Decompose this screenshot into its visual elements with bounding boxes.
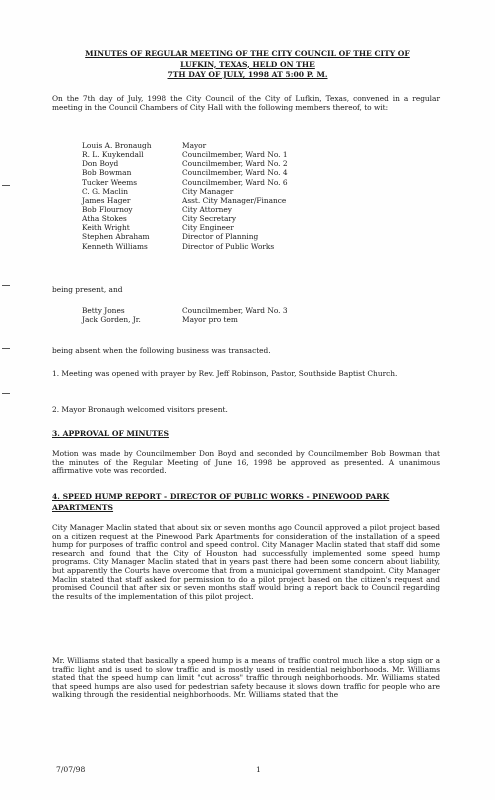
present-roster — [82, 141, 382, 251]
intro-paragraph: On the 7th day of July, 1998 the City Council of the City of Lufkin, Texas, convened in a regular meeting in the Council Chambers of City Hall with the following members thereof, to wit: — [52, 94, 440, 112]
section-3-heading: 3. APPROVAL OF MINUTES — [52, 429, 169, 438]
member-name: Tucker Weems — [82, 177, 138, 187]
member-name: R. L. Kuykendall — [82, 150, 144, 160]
member-name: Keith Wright — [82, 223, 130, 233]
absent-roster — [82, 306, 382, 324]
member-name: Atha Stokes — [82, 214, 127, 224]
heading-line-3: 7TH DAY OF JULY, 1998 AT 5:00 P. M. — [167, 70, 328, 79]
roster-row — [82, 141, 382, 150]
roster-row — [82, 150, 382, 159]
margin-mark — [2, 185, 10, 186]
member-role: Director of Public Works — [182, 241, 275, 251]
member-role: City Manager — [182, 186, 234, 196]
section-4-heading-line-2: APARTMENTS — [52, 503, 114, 512]
member-name: Louis A. Bronaugh — [82, 141, 152, 150]
heading-line-2: LUFKIN, TEXAS, HELD ON THE — [180, 59, 315, 69]
roster-row — [82, 242, 382, 251]
member-name: Jack Gorden, Jr. — [82, 315, 141, 325]
member-role: City Secretary — [182, 214, 237, 224]
member-role: Mayor — [182, 141, 207, 150]
section-3-text: Motion was made by Councilmember Don Boyd and seconded by Councilmember Bob Bowman that the minutes of the Regular Meeting of June 16, 1998 be approved as presented. A unanimous affirmative vote was recorded. — [52, 449, 440, 476]
margin-mark — [2, 348, 10, 349]
roster-row — [82, 223, 382, 232]
being-present-text: being present, and — [52, 285, 123, 294]
speed-hump-paragraph-1: City Manager Maclin stated that about six or seven months ago Council approved a pilot project based on a citizen request at the Pinewood Park Apartments for consideration of the installation of a speed hump for purposes of traffic control and speed control. City Manager Maclin stated that staff did some research and found that the City of Houston had successfully implemented some speed hump programs. City Manager Maclin stated that in years past there had been some concern about liability, but apparently the Courts have overcome that from a municipal government standpoint. City Manager Maclin stated that staff asked for permission to do a pilot project based on the citizen's request and promised Council that after six or seven months staff would bring a report back to Council regarding the results of the implementation of this pilot project. — [52, 523, 440, 601]
roster-row — [82, 232, 382, 241]
roster-row — [82, 306, 382, 315]
item-2: 2. Mayor Bronaugh welcomed visitors present. — [52, 405, 228, 414]
roster-row — [82, 168, 382, 177]
footer-date: 7/07/98 — [56, 765, 86, 774]
member-role: Councilmember, Ward No. 4 — [182, 168, 288, 178]
roster-row — [82, 315, 382, 324]
member-name: Bob Flournoy — [82, 204, 133, 214]
member-role: City Engineer — [182, 223, 234, 233]
roster-row — [82, 205, 382, 214]
roster-row — [82, 214, 382, 223]
member-role: Asst. City Manager/Finance — [182, 195, 287, 205]
margin-mark — [2, 393, 10, 394]
member-role: Councilmember, Ward No. 2 — [182, 159, 288, 169]
member-name: James Hager — [82, 195, 131, 205]
minutes-heading — [50, 49, 445, 81]
roster-row — [82, 187, 382, 196]
absent-text: being absent when the following business was transacted. — [52, 346, 271, 355]
member-role: Director of Planning — [182, 232, 259, 242]
member-name: Betty Jones — [82, 306, 125, 315]
item-1: 1. Meeting was opened with prayer by Rev. Jeff Robinson, Pastor, Southside Baptist Church. — [52, 369, 398, 378]
member-role: Councilmember, Ward No. 6 — [182, 177, 288, 187]
roster-row — [82, 196, 382, 205]
heading-line-1: MINUTES OF REGULAR MEETING OF THE CITY COUNCIL OF THE CITY OF — [85, 49, 410, 58]
section-4-heading-line-1: 4. SPEED HUMP REPORT - DIRECTOR OF PUBLIC WORKS - PINEWOOD PARK — [52, 492, 390, 501]
member-name: Don Boyd — [82, 159, 119, 169]
roster-row — [82, 159, 382, 168]
member-name: C. G. Maclin — [82, 186, 129, 196]
member-name: Bob Bowman — [82, 168, 132, 178]
page-number: 1 — [256, 765, 261, 774]
member-role: Mayor pro tem — [182, 315, 238, 325]
speed-hump-paragraph-2: Mr. Williams stated that basically a speed hump is a means of traffic control much like a stop sign or a traffic light and is used to slow traffic and is mostly used in residential neighborhoods. Mr. Williams stated that the speed hump can limit "cut across" traffic through neighborhoods. Mr. Williams stated that speed humps are also used for pedestrian safety because it slows down traffic for people who are walking through the residential neighborhoods. Mr. Williams stated that the — [52, 656, 440, 700]
member-role: Councilmember, Ward No. 1 — [182, 150, 288, 160]
member-role: Councilmember, Ward No. 3 — [182, 306, 288, 315]
margin-mark — [2, 285, 10, 286]
member-name: Stephen Abraham — [82, 232, 150, 242]
roster-row — [82, 178, 382, 187]
member-name: Kenneth Williams — [82, 241, 148, 251]
member-role: City Attorney — [182, 204, 232, 214]
